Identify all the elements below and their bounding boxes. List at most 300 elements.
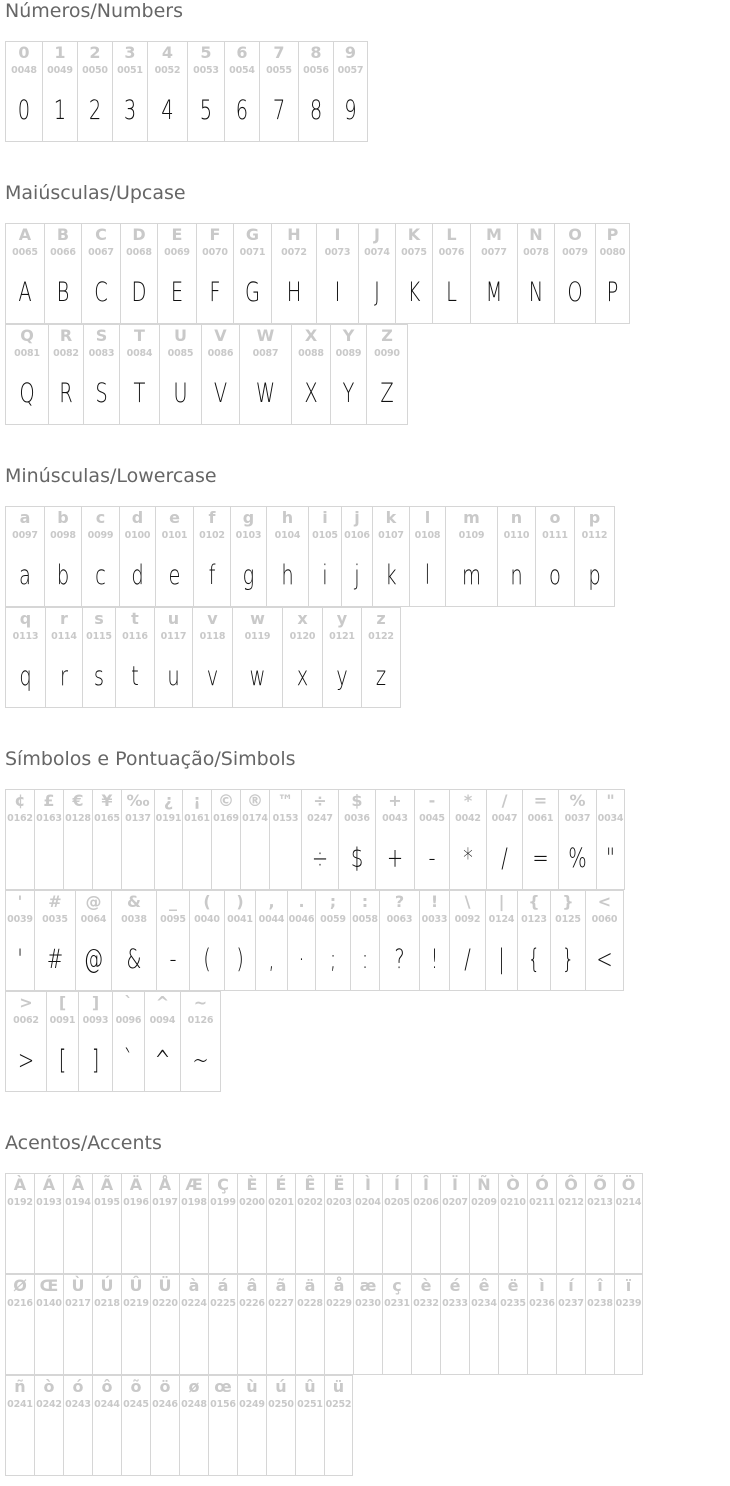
reference-character: U — [174, 326, 187, 345]
glyph-cell-0101 — [155, 506, 193, 607]
character-code: 0251 — [297, 1399, 323, 1410]
glyph-cell-0125 — [550, 890, 585, 991]
character-code: 0063 — [386, 914, 413, 925]
font-glyph-sample: P — [606, 277, 619, 308]
character-code: 0201 — [268, 1197, 294, 1208]
glyph-row — [5, 607, 401, 708]
character-code: 0073 — [324, 247, 351, 258]
character-code: 0053 — [193, 65, 219, 76]
glyph-cell-0200 — [237, 1173, 266, 1274]
glyph-cell-0213 — [585, 1173, 614, 1274]
section-mai-sculas-upcase — [5, 182, 626, 409]
glyph-cell-0210 — [498, 1173, 527, 1274]
reference-character: m — [463, 508, 480, 527]
character-code: 0249 — [239, 1399, 265, 1410]
character-code: 0055 — [266, 65, 292, 76]
glyph-cell-0243 — [63, 1375, 92, 1476]
section-title: Números/Numbers — [5, 0, 183, 22]
glyph-cell-0120 — [282, 607, 322, 708]
section-title: Símbolos e Pontuação/Simbols — [5, 748, 296, 770]
character-code: 0096 — [115, 1015, 142, 1026]
glyph-cell-0066 — [44, 223, 81, 324]
character-code: 0051 — [117, 65, 143, 76]
glyph-cell-0046 — [287, 890, 315, 991]
glyph-cell-0094 — [144, 991, 180, 1092]
reference-character: õ — [130, 1377, 142, 1396]
glyph-cell-0088 — [291, 324, 330, 425]
character-code: 0233 — [442, 1298, 468, 1309]
reference-character: S — [95, 326, 108, 345]
reference-character: o — [549, 508, 561, 527]
font-glyph-sample: ÷ — [311, 843, 329, 874]
font-glyph-sample: A — [18, 277, 32, 308]
glyph-cell-0073 — [316, 223, 358, 324]
character-code: 0095 — [160, 914, 186, 925]
glyph-cell-0203 — [324, 1173, 353, 1274]
character-code: 0216 — [7, 1298, 33, 1309]
glyph-cell-0033 — [419, 890, 449, 991]
reference-character: 5 — [200, 43, 212, 62]
font-glyph-sample: B — [56, 277, 70, 308]
character-code: 0243 — [65, 1399, 91, 1410]
glyph-cell-0061 — [522, 789, 558, 890]
reference-character: C — [95, 225, 107, 244]
font-glyph-sample: h — [281, 560, 294, 591]
font-glyph-sample: r — [59, 661, 68, 692]
character-code: 0034 — [597, 813, 624, 824]
font-glyph-sample: ! — [430, 944, 439, 975]
character-code: 0161 — [184, 813, 210, 824]
glyph-cell-0247 — [301, 789, 338, 890]
font-glyph-sample: 7 — [272, 95, 286, 126]
character-code: 0108 — [414, 530, 441, 541]
character-code: 0066 — [50, 247, 76, 258]
character-code: 0075 — [401, 247, 427, 258]
reference-character: . — [298, 892, 305, 911]
character-code: 0067 — [88, 247, 114, 258]
section-n-meros-numbers — [5, 0, 364, 126]
reference-character: Ã — [100, 1175, 114, 1194]
reference-character: R — [59, 326, 73, 345]
glyph-cell-0087 — [239, 324, 291, 425]
reference-character: Ï — [452, 1175, 458, 1194]
character-code: 0033 — [421, 914, 448, 925]
character-code: 0071 — [239, 247, 266, 258]
glyph-cell-0116 — [115, 607, 154, 708]
reference-character: ò — [43, 1377, 55, 1396]
font-glyph-sample: K — [407, 277, 421, 308]
character-code: 0094 — [149, 1015, 176, 1026]
font-glyph-sample: { — [527, 944, 541, 975]
reference-character: ç — [392, 1276, 402, 1295]
glyph-row — [5, 890, 624, 991]
reference-character: i — [322, 508, 328, 527]
reference-character: T — [134, 326, 145, 345]
character-code: 0092 — [454, 914, 481, 925]
glyph-cell-0124 — [485, 890, 517, 991]
character-code: 0107 — [378, 530, 404, 541]
reference-character: x — [297, 609, 308, 628]
glyph-cell-0228 — [295, 1274, 324, 1375]
glyph-cell-0123 — [517, 890, 550, 991]
glyph-cell-0078 — [517, 223, 554, 324]
glyph-cell-0117 — [154, 607, 192, 708]
character-code: 0110 — [503, 530, 530, 541]
character-code: 0050 — [82, 65, 108, 76]
font-glyph-sample: C — [94, 277, 108, 308]
reference-character: ø — [188, 1377, 200, 1396]
font-glyph-sample: ' — [17, 944, 23, 975]
reference-character: ¡ — [193, 791, 201, 810]
reference-character: ï — [625, 1276, 632, 1295]
glyph-cell-0109 — [445, 506, 497, 607]
reference-character: y — [336, 609, 348, 628]
character-code: 0077 — [481, 247, 507, 258]
reference-character: r — [60, 609, 68, 628]
glyph-cell-0107 — [372, 506, 409, 607]
glyph-cell-0156 — [208, 1375, 237, 1476]
font-glyph-sample: # — [46, 944, 64, 975]
character-code: 0081 — [14, 348, 40, 359]
reference-character: Ö — [621, 1175, 636, 1194]
glyph-cell-0055 — [259, 41, 298, 142]
reference-character: O — [568, 225, 582, 244]
reference-character: c — [95, 508, 106, 527]
character-code: 0074 — [364, 247, 390, 258]
reference-character: ë — [507, 1276, 519, 1295]
reference-character: ] — [91, 993, 100, 1012]
character-code: 0247 — [307, 813, 333, 824]
reference-character: Â — [71, 1175, 85, 1194]
font-glyph-sample: / — [501, 843, 508, 874]
glyph-cell-0099 — [81, 506, 119, 607]
reference-character: a — [19, 508, 31, 527]
font-glyph-sample: f — [208, 560, 216, 591]
reference-character: í — [568, 1276, 574, 1295]
character-code: 0231 — [384, 1298, 410, 1309]
font-glyph-sample: Y — [342, 378, 355, 409]
character-code: 0199 — [210, 1197, 236, 1208]
reference-character: ô — [101, 1377, 113, 1396]
glyph-row — [5, 1173, 643, 1274]
character-code: 0226 — [239, 1298, 265, 1309]
glyph-cell-0218 — [92, 1274, 121, 1375]
reference-character: ¢ — [14, 791, 26, 810]
font-glyph-sample: 0 — [17, 95, 31, 126]
glyph-cell-0249 — [237, 1375, 266, 1476]
reference-character: ) — [236, 892, 244, 911]
glyph-cell-0226 — [237, 1274, 266, 1375]
glyph-cell-0114 — [45, 607, 82, 708]
reference-character: Œ — [39, 1276, 59, 1295]
glyph-cell-0211 — [527, 1173, 556, 1274]
character-code: 0087 — [252, 348, 279, 359]
reference-character: Ú — [100, 1276, 114, 1295]
font-glyph-sample: m — [462, 560, 481, 591]
glyph-cell-0246 — [150, 1375, 179, 1476]
glyph-cell-0250 — [266, 1375, 295, 1476]
character-code: 0220 — [152, 1298, 178, 1309]
character-code: 0250 — [268, 1399, 294, 1410]
character-code: 0229 — [326, 1298, 352, 1309]
reference-character: 6 — [236, 43, 248, 62]
glyph-cell-0089 — [330, 324, 366, 425]
glyph-cell-0103 — [230, 506, 266, 607]
section-title: Acentos/Accents — [5, 1132, 162, 1154]
reference-character: D — [132, 225, 146, 244]
glyph-cell-0106 — [341, 506, 372, 607]
character-code: 0079 — [562, 247, 588, 258]
character-code: 0242 — [36, 1399, 62, 1410]
font-glyph-sample: v — [206, 661, 219, 692]
reference-character: å — [333, 1276, 345, 1295]
font-glyph-sample: " — [606, 843, 615, 874]
glyph-cell-0098 — [44, 506, 81, 607]
glyph-cell-0067 — [81, 223, 120, 324]
character-code: 0049 — [47, 65, 73, 76]
character-code: 0118 — [199, 631, 226, 642]
glyph-cell-0230 — [353, 1274, 382, 1375]
character-code: 0198 — [181, 1197, 207, 1208]
reference-character: ¿ — [163, 791, 174, 810]
character-code: 0052 — [154, 65, 181, 76]
glyph-cell-0241 — [5, 1375, 34, 1476]
character-code: 0195 — [94, 1197, 120, 1208]
reference-character: * — [463, 791, 473, 810]
reference-character: g — [242, 508, 255, 527]
reference-character: 1 — [54, 43, 66, 62]
glyph-cell-0039 — [5, 890, 34, 991]
glyph-cell-0064 — [75, 890, 111, 991]
character-code: 0232 — [413, 1298, 439, 1309]
glyph-cell-0206 — [411, 1173, 440, 1274]
reference-character: È — [246, 1175, 258, 1194]
reference-character: _ — [169, 892, 177, 911]
glyph-cell-0191 — [154, 789, 182, 890]
glyph-cell-0077 — [470, 223, 517, 324]
glyph-cell-0192 — [5, 1173, 34, 1274]
reference-character: É — [275, 1175, 287, 1194]
font-glyph-sample: b — [56, 560, 70, 591]
glyph-cell-0071 — [233, 223, 271, 324]
font-glyph-sample: o — [549, 560, 561, 591]
glyph-cell-0224 — [179, 1274, 208, 1375]
reference-character: ; — [329, 892, 337, 911]
reference-character: À — [13, 1175, 27, 1194]
reference-character: ` — [124, 993, 133, 1012]
font-glyph-sample: u — [167, 661, 180, 692]
glyph-cell-0165 — [92, 789, 121, 890]
glyph-cell-0102 — [193, 506, 230, 607]
font-glyph-sample: 5 — [199, 95, 213, 126]
reference-character: | — [498, 892, 505, 911]
glyph-cell-0238 — [585, 1274, 614, 1375]
character-code: 0086 — [207, 348, 234, 359]
reference-character: - — [428, 791, 436, 810]
character-code: 0105 — [312, 530, 338, 541]
character-code: 0111 — [542, 530, 568, 541]
reference-character: I — [334, 225, 341, 244]
font-glyph-sample: ] — [91, 1045, 100, 1076]
reference-character: j — [354, 508, 360, 527]
glyph-cell-0074 — [358, 223, 395, 324]
character-code: 0047 — [491, 813, 518, 824]
character-code: 0245 — [123, 1399, 149, 1410]
font-glyph-sample: e — [168, 560, 181, 591]
font-glyph-sample: j — [354, 560, 360, 591]
glyph-cell-0235 — [498, 1274, 527, 1375]
glyph-cell-0108 — [409, 506, 445, 607]
character-code: 0115 — [86, 631, 112, 642]
font-glyph-sample: M — [485, 277, 503, 308]
font-glyph-sample: g — [242, 560, 255, 591]
glyph-cell-0040 — [189, 890, 224, 991]
section-title: Maiúsculas/Upcase — [5, 182, 186, 204]
glyph-cell-0034 — [596, 789, 625, 890]
reference-character: £ — [43, 791, 55, 810]
glyph-cell-0090 — [366, 324, 408, 425]
reference-character: : — [361, 892, 369, 911]
glyph-cell-0236 — [527, 1274, 556, 1375]
reference-character: ó — [72, 1377, 84, 1396]
reference-character: Ù — [71, 1276, 85, 1295]
reference-character: Ñ — [477, 1175, 491, 1194]
glyph-cell-0112 — [574, 506, 615, 607]
character-code: 0230 — [355, 1298, 381, 1309]
glyph-cell-0245 — [121, 1375, 150, 1476]
reference-character: Ê — [304, 1175, 316, 1194]
glyph-cell-0065 — [5, 223, 44, 324]
glyph-cell-0038 — [111, 890, 156, 991]
glyph-row — [5, 223, 630, 324]
reference-character: f — [208, 508, 216, 527]
reference-character: Á — [42, 1175, 56, 1194]
glyph-cell-0242 — [34, 1375, 63, 1476]
glyph-cell-0199 — [208, 1173, 237, 1274]
character-code: 0036 — [344, 813, 370, 824]
glyph-row — [5, 991, 221, 1092]
font-glyph-sample: > — [17, 1045, 35, 1076]
glyph-cell-0053 — [187, 41, 224, 142]
glyph-cell-0140 — [34, 1274, 63, 1375]
reference-character: A — [18, 225, 32, 244]
font-glyph-sample: = — [532, 843, 549, 874]
glyph-cell-0084 — [119, 324, 159, 425]
font-glyph-sample: q — [19, 661, 32, 692]
glyph-cell-0231 — [382, 1274, 411, 1375]
glyph-cell-0121 — [322, 607, 361, 708]
font-glyph-sample: & — [126, 944, 142, 975]
character-code: 0099 — [87, 530, 114, 541]
glyph-cell-0093 — [78, 991, 112, 1092]
reference-character: J — [374, 225, 380, 244]
glyph-cell-0047 — [486, 789, 522, 890]
glyph-cell-0193 — [34, 1173, 63, 1274]
character-code: 0056 — [303, 65, 329, 76]
glyph-cell-0083 — [83, 324, 119, 425]
character-code: 0040 — [194, 914, 220, 925]
glyph-cell-0153 — [269, 789, 301, 890]
character-code: 0248 — [181, 1399, 207, 1410]
font-glyph-sample: i — [322, 560, 328, 591]
character-code: 0101 — [161, 530, 188, 541]
glyph-cell-0104 — [266, 506, 308, 607]
character-code: 0058 — [352, 914, 378, 925]
character-code: 0057 — [337, 65, 364, 76]
character-code: 0217 — [65, 1298, 91, 1309]
character-code: 0191 — [155, 813, 182, 824]
character-code: 0080 — [599, 247, 626, 258]
glyph-cell-0050 — [77, 41, 112, 142]
reference-character: ü — [332, 1377, 345, 1396]
font-glyph-sample: Z — [380, 378, 394, 409]
reference-character: ! — [430, 892, 439, 911]
reference-character: M — [486, 225, 502, 244]
character-code: 0203 — [326, 1197, 352, 1208]
character-code: 0140 — [36, 1298, 62, 1309]
reference-character: L — [446, 225, 457, 244]
reference-character: $ — [351, 791, 363, 810]
character-code: 0153 — [272, 813, 299, 824]
glyph-cell-0079 — [554, 223, 595, 324]
reference-character: 8 — [310, 43, 322, 62]
character-code: 0098 — [50, 530, 76, 541]
character-code: 0082 — [53, 348, 79, 359]
reference-character: [ — [58, 993, 67, 1012]
reference-character: Î — [423, 1175, 429, 1194]
font-glyph-sample: Q — [19, 378, 35, 409]
character-code: 0200 — [239, 1197, 265, 1208]
character-code: 0038 — [121, 914, 147, 925]
font-glyph-sample: 6 — [235, 95, 249, 126]
reference-character: ñ — [14, 1377, 26, 1396]
reference-character: X — [304, 326, 318, 345]
reference-character: 3 — [124, 43, 136, 62]
character-code: 0091 — [49, 1015, 76, 1026]
reference-character: e — [169, 508, 180, 527]
section-s-mbolos-e-pontua-o-simbols — [5, 748, 624, 1076]
reference-character: Ô — [564, 1175, 578, 1194]
character-code: 0196 — [123, 1197, 149, 1208]
character-code: 0213 — [587, 1197, 613, 1208]
section-title: Minúsculas/Lowercase — [5, 465, 217, 487]
reference-character: Ç — [217, 1175, 229, 1194]
font-glyph-sample: ) — [236, 944, 244, 975]
reference-character: b — [57, 508, 69, 527]
reference-character: @ — [85, 892, 102, 911]
glyph-cell-0060 — [585, 890, 624, 991]
reference-character: Å — [158, 1175, 172, 1194]
reference-character: Õ — [593, 1175, 607, 1194]
font-glyph-sample: , — [268, 944, 275, 975]
font-glyph-sample: @ — [83, 944, 104, 975]
reference-character: é — [449, 1276, 461, 1295]
glyph-cell-0059 — [315, 890, 350, 991]
character-code: 0162 — [7, 813, 33, 824]
reference-character: ® — [247, 791, 263, 810]
reference-character: ¥ — [101, 791, 113, 810]
font-glyph-sample: G — [244, 277, 261, 308]
character-code: 0072 — [281, 247, 307, 258]
reference-character: è — [420, 1276, 432, 1295]
font-glyph-sample: I — [334, 277, 341, 308]
glyph-cell-0057 — [333, 41, 368, 142]
font-glyph-sample: c — [95, 560, 106, 591]
reference-character: ä — [304, 1276, 316, 1295]
glyph-cell-0237 — [556, 1274, 585, 1375]
character-code: 0156 — [210, 1399, 236, 1410]
font-glyph-sample: T — [133, 378, 146, 409]
